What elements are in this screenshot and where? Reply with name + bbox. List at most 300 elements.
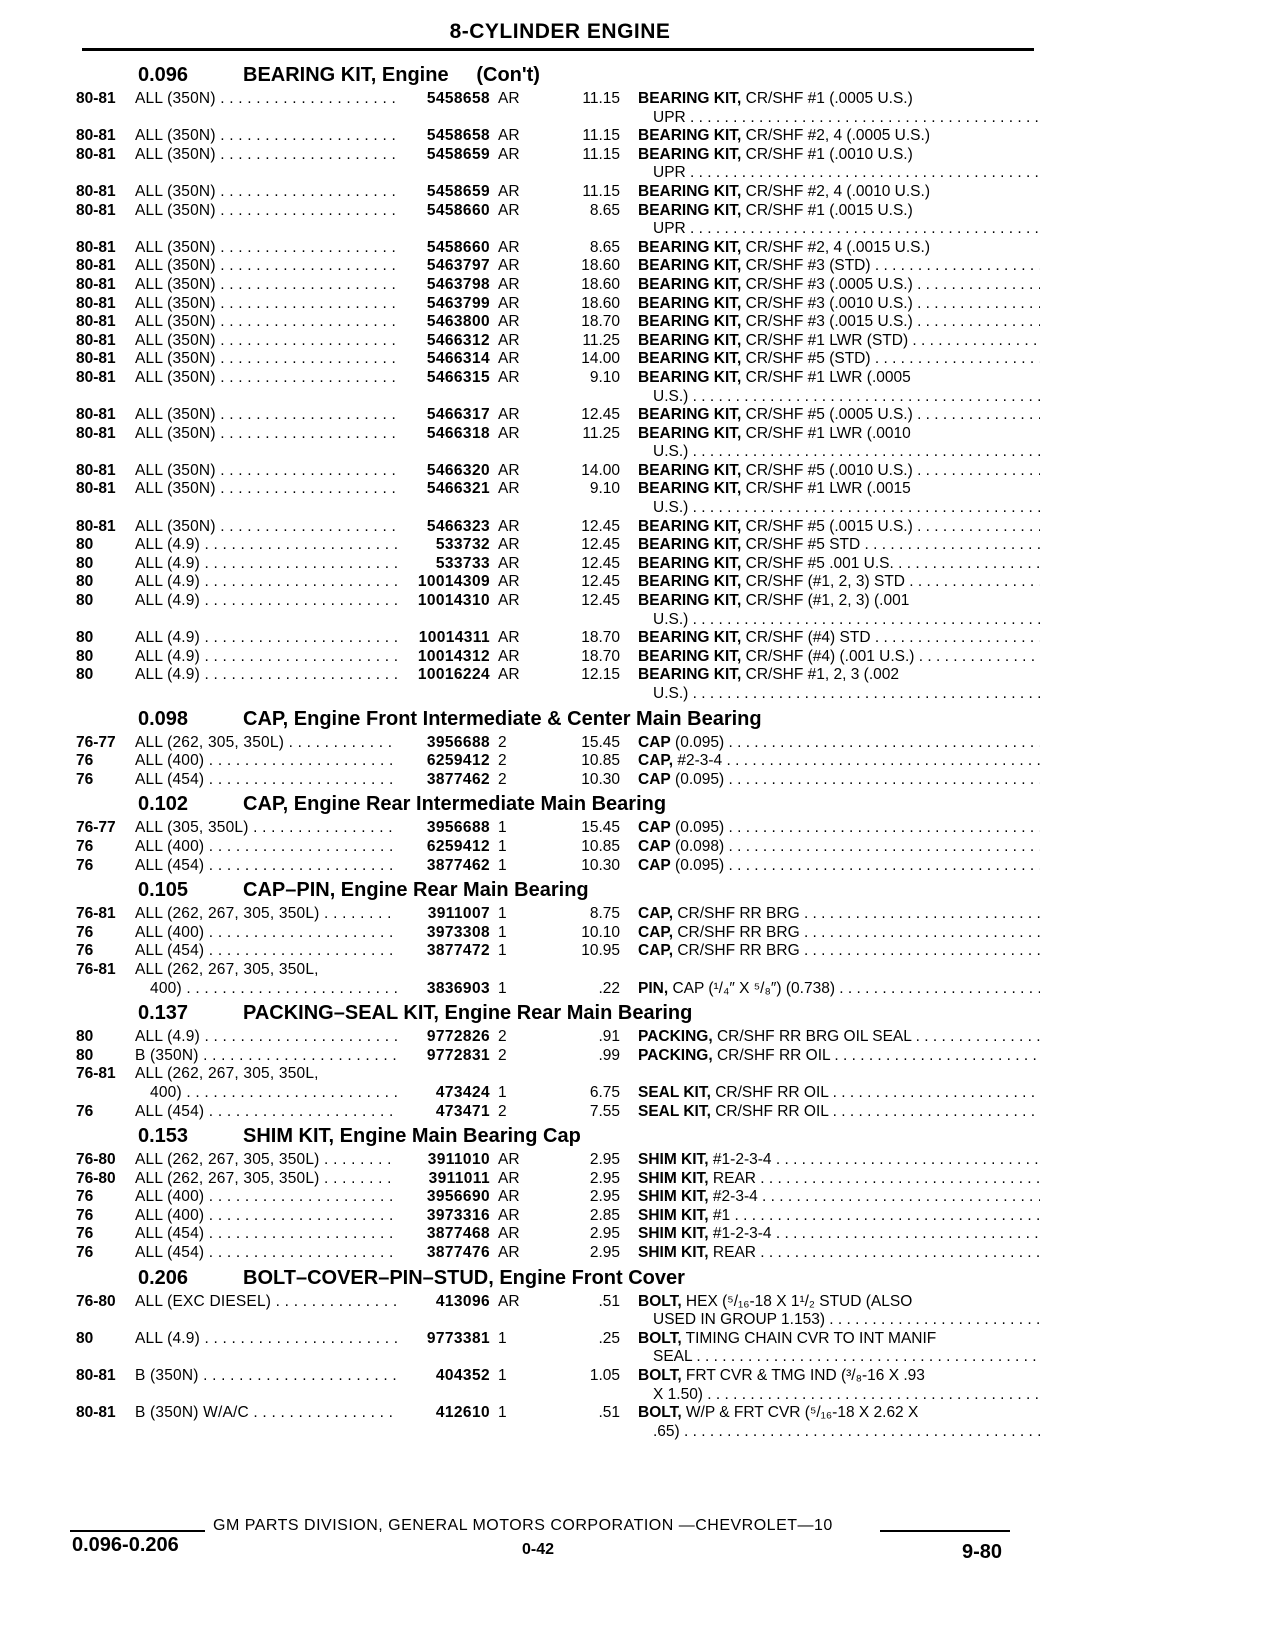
part-number: 5463799 (426, 294, 490, 312)
quantity: AR (498, 331, 520, 349)
price: .99 (598, 1046, 620, 1064)
description-line (638, 202, 1040, 221)
quantity: AR (498, 592, 520, 610)
model-application: ALL (350N) . . . (135, 350, 397, 369)
description-line (638, 573, 1040, 592)
description-text: CR/SHF RR BRG (673, 905, 800, 923)
description-line (638, 350, 1040, 369)
description-text: CR/SHF RR BRG (673, 942, 800, 960)
part-number: 10014312 (417, 647, 490, 665)
description-keyword: BEARING KIT, (638, 480, 742, 498)
part-number: 3956688 (426, 819, 490, 837)
model-year: 76-80 (76, 1151, 116, 1169)
footer-date: 9-80 (962, 1541, 1003, 1563)
description-keyword: BEARING KIT, (638, 517, 742, 535)
quantity: AR (498, 275, 520, 293)
part-description (638, 1103, 1040, 1122)
part-description (638, 1225, 1040, 1244)
model-year: 76 (76, 942, 94, 960)
description-keyword: CAP (638, 837, 671, 855)
description-keyword: BEARING KIT, (638, 536, 742, 554)
part-number: 5458659 (426, 182, 490, 200)
description-text: CR/SHF (#4) STD (741, 629, 871, 647)
model-application: ALL (454) . . . (135, 1103, 397, 1122)
description-keyword: BOLT, (638, 1404, 682, 1422)
part-row (70, 734, 1040, 753)
part-description (638, 425, 1040, 462)
description-text: CR/SHF #5 .001 U.S. (741, 554, 894, 572)
model-year: 80-81 (76, 313, 116, 331)
quantity: 1 (498, 837, 507, 855)
part-row (70, 666, 1040, 703)
description-line (638, 313, 1040, 332)
description-line (638, 536, 1040, 555)
quantity: AR (498, 1206, 520, 1224)
model-line: ALL (262, 267, 305, 350L, (135, 960, 319, 978)
part-number: 533733 (435, 554, 490, 572)
description-keyword: BEARING KIT, (638, 350, 742, 368)
description-keyword: CAP (638, 770, 671, 788)
description-line (638, 752, 1040, 771)
description-keyword: BEARING KIT, (638, 554, 742, 572)
part-number: 3877468 (426, 1225, 490, 1243)
model-application: ALL (262, 305, 350L) . . . (135, 734, 397, 753)
model-year: 80-81 (76, 257, 116, 275)
section-heading (70, 704, 1040, 734)
description-line (638, 425, 1040, 444)
part-description (638, 480, 1040, 517)
description-text: U.S.) (653, 387, 689, 405)
description-text: CR/SHF #2, 4 (.0015 U.S.) (741, 238, 930, 256)
quantity: AR (498, 647, 520, 665)
description-text: CR/SHF #1 (.0015 U.S.) (741, 201, 913, 219)
model-year: 80 (76, 573, 94, 591)
description-text: CR/SHF #3 (.0005 U.S.) (741, 275, 913, 293)
price: 1.05 (589, 1367, 620, 1385)
model-application: ALL (350N) . . . (135, 239, 397, 258)
part-number: 3973308 (426, 923, 490, 941)
part-number: 3877462 (426, 770, 490, 788)
description-line (638, 1103, 1040, 1122)
part-row (70, 1244, 1040, 1263)
section-title: PACKING–SEAL KIT, Engine Rear Main Bearing (243, 1002, 693, 1025)
price: .91 (598, 1028, 620, 1046)
description-text: CR/SHF #3 (STD) (741, 257, 871, 275)
description-line (638, 942, 1040, 961)
footer-rule-right (880, 1530, 1010, 1532)
description-text: CR/SHF (#1, 2, 3) (.001 (741, 592, 910, 610)
part-row (70, 239, 1040, 258)
quantity: AR (498, 573, 520, 591)
price: 9.10 (589, 368, 620, 386)
description-line (638, 406, 1040, 425)
part-description (638, 332, 1040, 351)
description-line (638, 183, 1040, 202)
part-number: 5463797 (426, 257, 490, 275)
part-row (70, 1170, 1040, 1189)
model-year: 76 (76, 1102, 94, 1120)
price: 9.10 (589, 480, 620, 498)
part-number: 404352 (435, 1367, 490, 1385)
model-year: 80 (76, 1329, 94, 1347)
model-application: ALL (4.9) . . . (135, 648, 397, 667)
part-description (638, 239, 1040, 258)
description-text: USED IN GROUP 1.153) (653, 1311, 825, 1329)
description-line (638, 555, 1040, 574)
model-year: 80 (76, 666, 94, 684)
description-text: CR/SHF #1 LWR (.0010 (741, 424, 911, 442)
quantity: AR (498, 368, 520, 386)
description-text: X 1.50) (653, 1385, 703, 1403)
section-number: 0.137 (138, 1002, 189, 1025)
price: 12.15 (581, 666, 620, 684)
section-title: CAP, Engine Front Intermediate & Center Main Bearing (243, 707, 762, 730)
description-text: (0.095) (670, 770, 725, 788)
part-row (70, 369, 1040, 406)
part-row (70, 1404, 1040, 1441)
description-keyword: SEAL KIT, (638, 1102, 711, 1120)
description-line (638, 1170, 1040, 1189)
part-row (70, 838, 1040, 857)
model-year: 76 (76, 1206, 94, 1224)
part-row (70, 518, 1040, 537)
part-row (70, 202, 1040, 239)
quantity: AR (498, 629, 520, 647)
description-line (638, 592, 1040, 611)
model-application: ALL (350N) . . . (135, 480, 397, 499)
description-line (638, 443, 1040, 462)
model-year: 80 (76, 647, 94, 665)
description-line (638, 961, 1040, 980)
model-year: 76 (76, 1225, 94, 1243)
part-row (70, 1151, 1040, 1170)
part-number: 3956690 (426, 1188, 490, 1206)
section-number: 0.096 (138, 64, 189, 86)
description-line (638, 257, 1040, 276)
model-application: ALL (4.9) . . . (135, 666, 397, 685)
part-number: 9772831 (426, 1046, 490, 1064)
model-year: 76 (76, 837, 94, 855)
part-number: 533732 (435, 536, 490, 554)
description-text: CR/SHF #1 LWR (.0005 (741, 368, 911, 386)
price: 12.45 (581, 573, 620, 591)
section-title: CAP–PIN, Engine Rear Main Bearing (243, 879, 589, 902)
description-line (638, 1047, 1040, 1066)
description-text: CR/SHF RR OIL (712, 1046, 831, 1064)
model-application: ALL (454) . . . (135, 857, 397, 876)
model-year: 76 (76, 1244, 94, 1262)
part-description (638, 592, 1040, 629)
description-keyword: BEARING KIT, (638, 275, 742, 293)
description-line (638, 1028, 1040, 1047)
price: 12.45 (581, 406, 620, 424)
model-year: 80 (76, 1046, 94, 1064)
section-number: 0.206 (138, 1266, 189, 1289)
description-text: HEX (⁵/₁₆-18 X 1¹/₂ STUD (ALSO (681, 1292, 913, 1310)
part-row (70, 146, 1040, 183)
section-heading (70, 60, 1040, 90)
description-text: U.S.) (653, 443, 689, 461)
description-text: UPR (653, 220, 686, 238)
model-year: 80-81 (76, 294, 116, 312)
price: .51 (598, 1292, 620, 1310)
price: 11.15 (582, 182, 620, 200)
description-line (638, 1084, 1040, 1103)
quantity: AR (498, 1188, 520, 1206)
part-number: 3877472 (426, 942, 490, 960)
price: 11.15 (582, 145, 620, 163)
description-text: .65) (653, 1422, 680, 1440)
part-description (638, 1330, 1040, 1367)
description-line (638, 905, 1040, 924)
model-year: 80-81 (76, 90, 116, 107)
model-year: 80-81 (76, 238, 116, 256)
section-heading (70, 875, 1040, 905)
footer-group-range: 0.096-0.206 (72, 1534, 179, 1556)
description-text: CR/SHF RR BRG (673, 923, 800, 941)
description-keyword: CAP, (638, 923, 674, 941)
part-description (638, 257, 1040, 276)
price: 10.10 (581, 923, 620, 941)
part-number: 5466314 (426, 350, 490, 368)
section-title: SHIM KIT, Engine Main Bearing Cap (243, 1125, 581, 1148)
part-number: 5463800 (426, 313, 490, 331)
part-row (70, 592, 1040, 629)
description-line (638, 388, 1040, 407)
model-application: ALL (454) . . . (135, 771, 397, 790)
quantity: AR (498, 182, 520, 200)
description-line (638, 819, 1040, 838)
model-application: ALL (350N) . . . (135, 146, 397, 165)
description-line (638, 480, 1040, 499)
part-row (70, 1225, 1040, 1244)
quantity: AR (498, 517, 520, 535)
model-year: 76-80 (76, 1169, 116, 1187)
part-description (638, 1151, 1040, 1170)
model-year: 76 (76, 1188, 94, 1206)
description-keyword: BEARING KIT, (638, 666, 742, 684)
part-number: 5466312 (426, 331, 490, 349)
header-rule (82, 48, 1034, 51)
section-title: BOLT–COVER–PIN–STUD, Engine Front Cover (243, 1266, 685, 1289)
section-number: 0.153 (138, 1125, 189, 1148)
price: 8.75 (589, 905, 620, 923)
description-text: #1-2-3-4 (708, 1225, 772, 1243)
model-application: ALL (305, 350L) . . . (135, 819, 397, 838)
model-application: B (350N) . . . (135, 1367, 397, 1386)
part-description (638, 1207, 1040, 1226)
quantity: 1 (498, 1367, 507, 1385)
part-row (70, 425, 1040, 462)
model-year: 80 (76, 536, 94, 554)
quantity: 2 (498, 752, 507, 770)
price: .22 (598, 979, 620, 997)
description-keyword: SHIM KIT, (638, 1244, 709, 1262)
description-text: (0.095) (670, 856, 725, 874)
part-number: 3877476 (426, 1244, 490, 1262)
section-title: BEARING KIT, Engine (Con't) (243, 64, 540, 86)
description-line (638, 1207, 1040, 1226)
model-application: ALL (454) . . . (135, 1244, 397, 1263)
part-number: 5466318 (426, 424, 490, 442)
description-text: U.S.) (653, 685, 689, 702)
description-text: CR/SHF #5 (.0005 U.S.) (741, 406, 913, 424)
price: 11.25 (582, 331, 620, 349)
description-line (638, 146, 1040, 165)
description-text: (0.095) (670, 733, 725, 751)
description-line (638, 1330, 1040, 1349)
model-year: 80-81 (76, 424, 116, 442)
model-application: ALL (350N) . . . (135, 276, 397, 295)
part-row (70, 313, 1040, 332)
description-line (638, 462, 1040, 481)
page-title: 8-CYLINDER ENGINE (449, 20, 671, 43)
price: 2.85 (589, 1206, 620, 1224)
model-application: ALL (262, 267, 305, 350L) . . . (135, 1170, 397, 1189)
section-heading (70, 1121, 1040, 1151)
part-row (70, 350, 1040, 369)
part-row (70, 1293, 1040, 1330)
part-description (638, 924, 1040, 943)
part-number: 5458658 (426, 127, 490, 145)
price: 18.70 (581, 629, 620, 647)
part-description (638, 276, 1040, 295)
part-description (638, 1404, 1040, 1441)
part-row (70, 127, 1040, 146)
model-year: 80-81 (76, 331, 116, 349)
price: 11.25 (582, 424, 620, 442)
description-text: CR/SHF RR OIL (710, 1083, 829, 1101)
model-application: B (350N) . . . (135, 1047, 397, 1066)
part-row (70, 1188, 1040, 1207)
description-text: FRT CVR & TMG IND (³/₈-16 X .93 (681, 1367, 925, 1385)
price: 12.45 (581, 517, 620, 535)
model-application: ALL (350N) . . . (135, 183, 397, 202)
model-application: ALL (400) . . . (135, 752, 397, 771)
section-heading (70, 789, 1040, 819)
part-row (70, 536, 1040, 555)
quantity: AR (498, 461, 520, 479)
description-keyword: BEARING KIT, (638, 368, 742, 386)
description-line (638, 369, 1040, 388)
part-row (70, 1330, 1040, 1367)
description-line (638, 980, 1040, 999)
part-row (70, 276, 1040, 295)
quantity: 2 (498, 1028, 507, 1046)
description-text: CR/SHF #3 (.0010 U.S.) (741, 294, 913, 312)
model-application: ALL (262, 267, 305, 350L) . . . (135, 905, 397, 924)
price: 10.30 (581, 856, 620, 874)
description-keyword: SHIM KIT, (638, 1188, 709, 1206)
part-number: 3973316 (426, 1206, 490, 1224)
description-keyword: BOLT, (638, 1367, 682, 1385)
model-application: ALL (350N) . . . (135, 425, 397, 444)
part-description (638, 838, 1040, 857)
quantity: AR (498, 666, 520, 684)
part-number: 6259412 (426, 752, 490, 770)
quantity: AR (498, 1225, 520, 1243)
model-application: ALL (400) . . . (135, 1207, 397, 1226)
price: .25 (598, 1329, 620, 1347)
part-description (638, 369, 1040, 406)
part-row (70, 924, 1040, 943)
part-description (638, 1293, 1040, 1330)
quantity: 2 (498, 1102, 507, 1120)
part-number: 3877462 (426, 856, 490, 874)
part-number: 3956688 (426, 733, 490, 751)
description-text: #2-3-4 (708, 1188, 758, 1206)
part-description (638, 1170, 1040, 1189)
description-keyword: PACKING, (638, 1046, 713, 1064)
part-number: 5458659 (426, 145, 490, 163)
model-year: 80-81 (76, 275, 116, 293)
quantity: AR (498, 201, 520, 219)
part-row (70, 857, 1040, 876)
part-row (70, 257, 1040, 276)
description-line (638, 734, 1040, 753)
part-number: 473424 (435, 1083, 490, 1101)
model-application: ALL (350N) . . . (135, 295, 397, 314)
part-description (638, 183, 1040, 202)
description-text: U.S.) (653, 610, 689, 628)
model-application: ALL (EXC DIESEL) . . . (135, 1293, 397, 1312)
model-application: ALL (4.9) . . . (135, 536, 397, 555)
description-keyword: CAP (638, 819, 671, 837)
description-keyword: BEARING KIT, (638, 182, 742, 200)
model-application: ALL (350N) . . . (135, 202, 397, 221)
footer-rule-left (70, 1530, 205, 1532)
model-application: ALL (350N) . . . (135, 462, 397, 481)
description-text: CR/SHF (#4) (.001 U.S.) (741, 647, 915, 665)
model-year: 76-80 (76, 1292, 116, 1310)
description-text: CAP (¹/₄″ X ⁵/₈″) (0.738) (668, 979, 835, 997)
part-number: 5458660 (426, 238, 490, 256)
quantity: 1 (498, 1329, 507, 1347)
description-text: CR/SHF #1 (.0010 U.S.) (741, 145, 913, 163)
quantity: AR (498, 313, 520, 331)
section-heading (70, 1263, 1040, 1293)
description-text: #1-2-3-4 (708, 1151, 772, 1169)
part-number: 9773381 (426, 1329, 490, 1347)
price: 10.85 (581, 837, 620, 855)
part-row (70, 1047, 1040, 1066)
description-line (638, 611, 1040, 630)
price: 8.65 (589, 201, 620, 219)
description-text: CR/SHF #5 (STD) (741, 350, 871, 368)
section-title: CAP, Engine Rear Intermediate Main Bearing (243, 793, 667, 816)
price: 10.85 (581, 752, 620, 770)
part-description (638, 1028, 1040, 1047)
description-keyword: BEARING KIT, (638, 629, 742, 647)
description-keyword: BOLT, (638, 1329, 682, 1347)
quantity: AR (498, 127, 520, 145)
model-application: ALL (350N) . . . (135, 313, 397, 332)
description-text: #2-3-4 (673, 752, 723, 770)
quantity: 1 (498, 856, 507, 874)
quantity: AR (498, 257, 520, 275)
footer-publisher: GM PARTS DIVISION, GENERAL MOTORS CORPORATION —CHEVROLET—10 (213, 1517, 833, 1534)
part-number: 5466320 (426, 461, 490, 479)
part-row (70, 771, 1040, 790)
description-text: CR/SHF (#1, 2, 3) STD (741, 573, 905, 591)
model-application: ALL (4.9) . . . (135, 629, 397, 648)
part-description (638, 857, 1040, 876)
model-year: 80-81 (76, 1367, 116, 1385)
quantity: AR (498, 424, 520, 442)
description-keyword: BEARING KIT, (638, 424, 742, 442)
price: 18.60 (581, 257, 620, 275)
description-line (638, 1151, 1040, 1170)
